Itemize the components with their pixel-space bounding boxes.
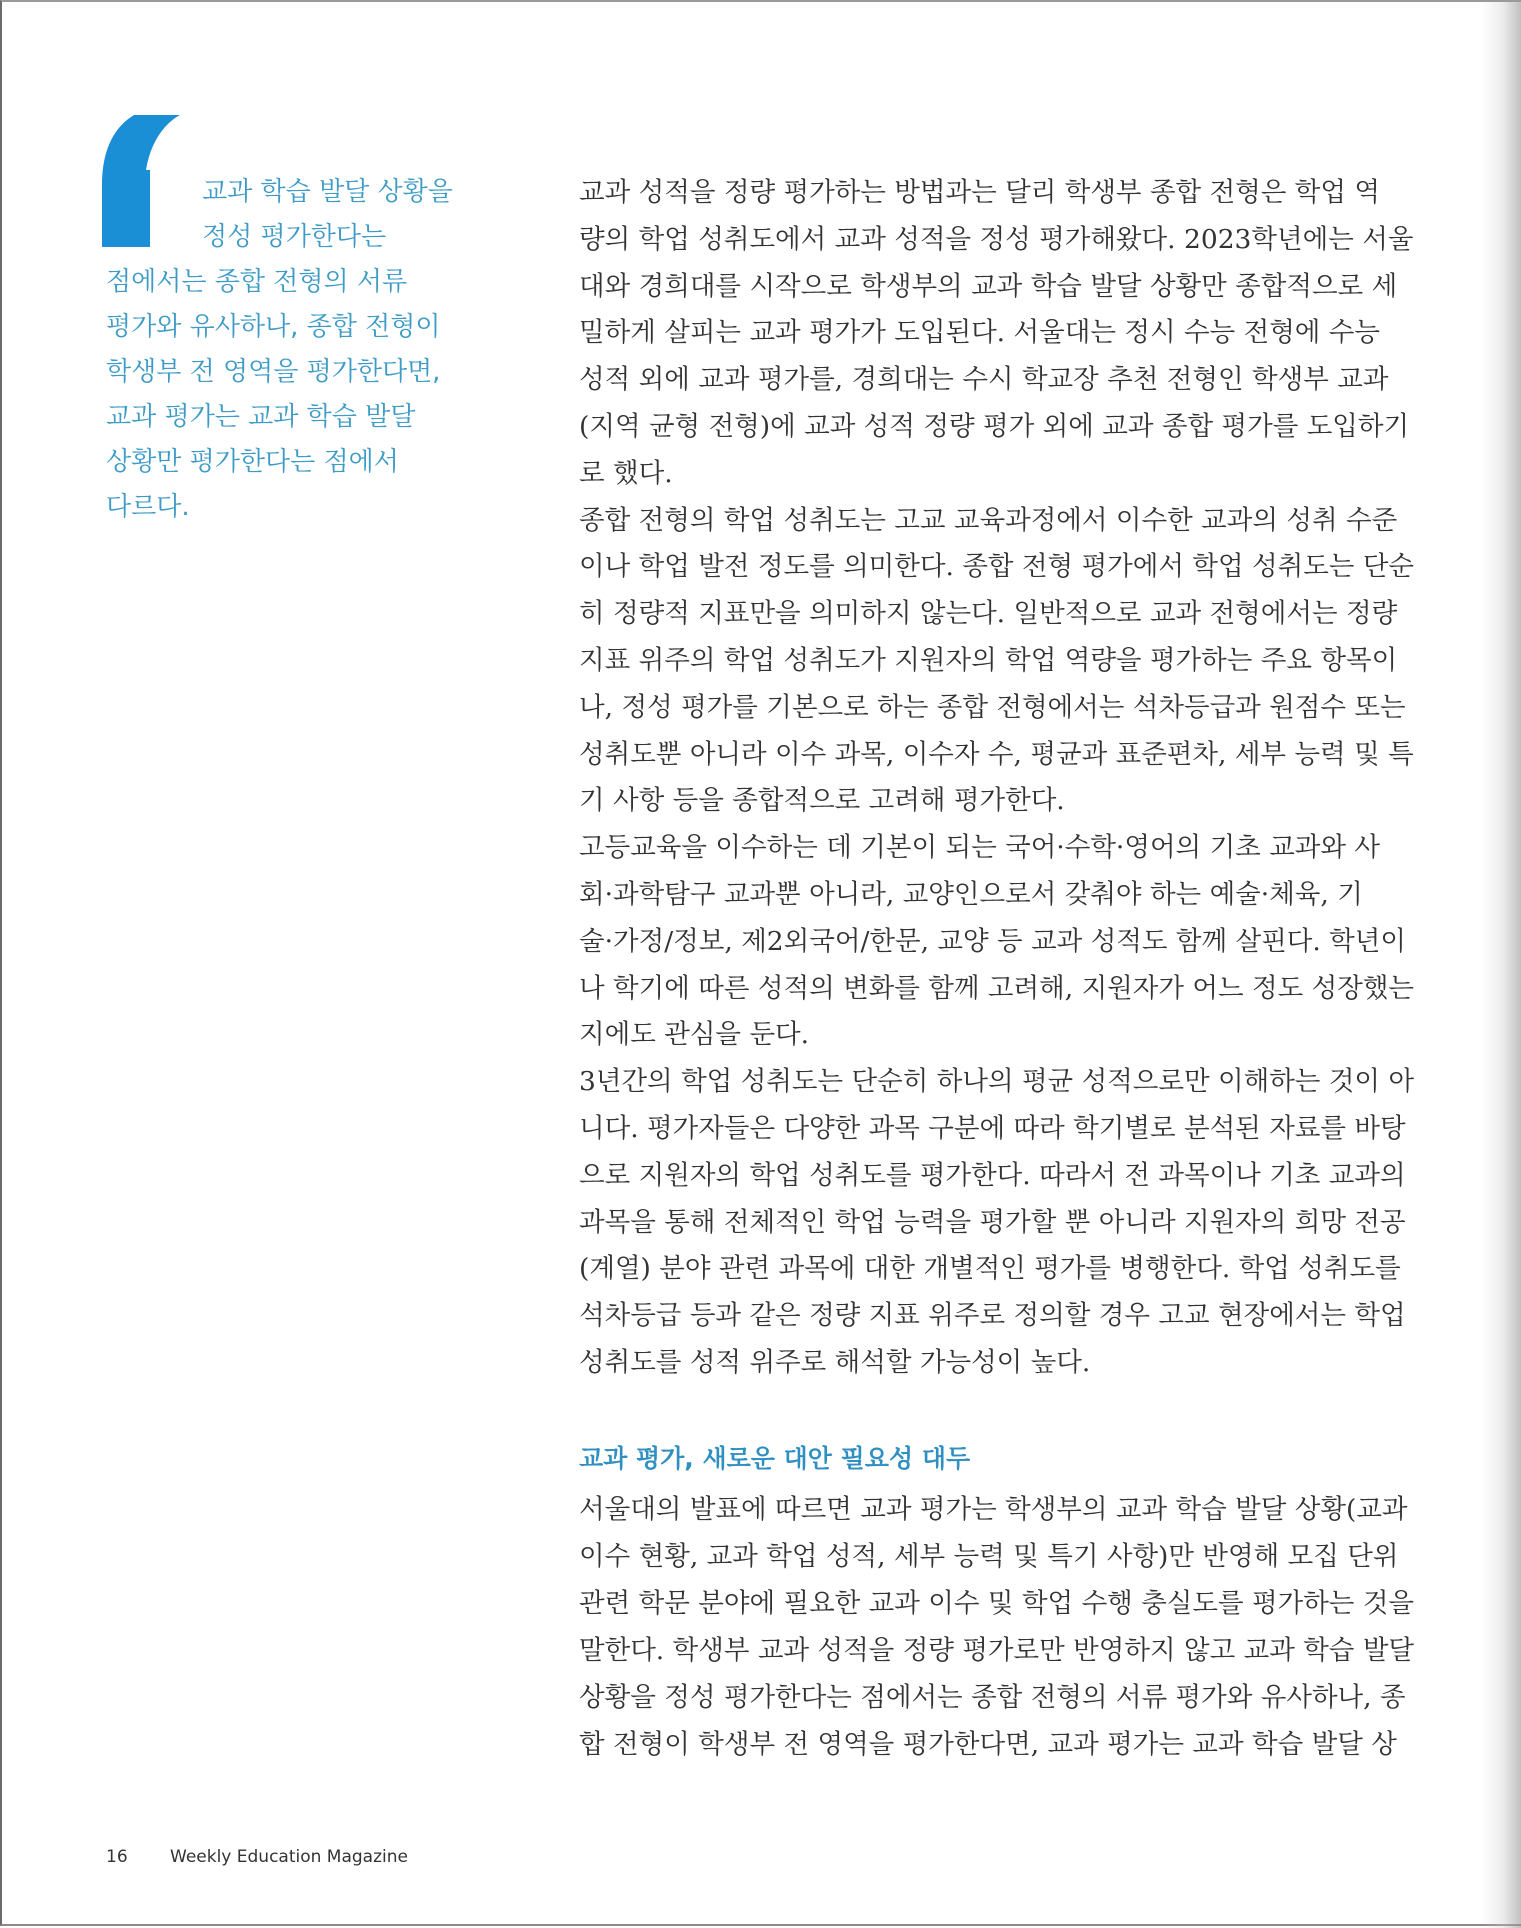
pull-quote-line: 정성 평가한다는 xyxy=(202,222,387,252)
body-line: 기 사항 등을 종합적으로 고려해 평가한다. xyxy=(579,785,1065,817)
body-line: 히 정량적 지표만을 의미하지 않는다. 일반적으로 교과 전형에서는 정량 xyxy=(579,598,1398,630)
body-line: 서울대의 발표에 따르면 교과 평가는 학생부의 교과 학습 발달 상황(교과 xyxy=(579,1494,1408,1525)
pull-quote xyxy=(106,170,476,530)
body-line: 종합 전형의 학업 성취도는 고교 교육과정에서 이수한 교과의 성취 수준 xyxy=(579,504,1398,536)
body-line: 회·과학탐구 교과뿐 아니라, 교양인으로서 갖춰야 하는 예술·체육, 기 xyxy=(579,878,1363,910)
body-line: 성취도를 성적 위주로 해석할 가능성이 높다. xyxy=(579,1346,1091,1378)
body-line: 교과 성적을 정량 평가하는 방법과는 달리 학생부 종합 전형은 학업 역 xyxy=(579,177,1381,208)
body-line: 관련 학문 분야에 필요한 교과 이수 및 학업 수행 충실도를 평가하는 것을 xyxy=(579,1588,1415,1619)
section-body-text xyxy=(579,1486,1415,1768)
body-line: 대와 경희대를 시작으로 학생부의 교과 학습 발달 상황만 종합적으로 세 xyxy=(579,270,1398,302)
body-text xyxy=(579,170,1415,1387)
pull-quote-line: 평가와 유사하나, 종합 전형이 xyxy=(106,312,441,342)
pull-quote-line: 교과 평가는 교과 학습 발달 xyxy=(106,402,416,432)
pull-quote-line: 다르다. xyxy=(106,492,190,522)
magazine-name: Weekly Education Magazine xyxy=(170,1847,408,1867)
body-line: 밀하게 살피는 교과 평가가 도입된다. 서울대는 정시 수능 전형에 수능 xyxy=(579,317,1381,349)
body-line: 성적 외에 교과 평가를, 경희대는 수시 학교장 추천 전형인 학생부 교과 xyxy=(579,364,1389,396)
pull-quote-line: 점에서는 종합 전형의 서류 xyxy=(106,267,408,297)
body-line: 나 학기에 따른 성적의 변화를 함께 고려해, 지원자가 어느 정도 성장했는 xyxy=(579,972,1415,1004)
body-line: 지에도 관심을 둔다. xyxy=(579,1019,810,1051)
page-number: 16 xyxy=(106,1847,128,1867)
body-line: 과목을 통해 전체적인 학업 능력을 평가할 뿐 아니라 지원자의 희망 전공 xyxy=(579,1206,1406,1238)
pull-quote-line: 상황만 평가한다는 점에서 xyxy=(106,447,399,477)
body-line: 이수 현황, 교과 학업 성적, 세부 능력 및 특기 사항)만 반영해 모집 단위 xyxy=(579,1541,1399,1572)
body-line: 술·가정/정보, 제2외국어/한문, 교양 등 교과 성적도 함께 살핀다. 학년이 xyxy=(579,925,1406,957)
body-line: 로 했다. xyxy=(579,457,673,489)
body-line: 나, 정성 평가를 기본으로 하는 종합 전형에서는 석차등급과 원점수 또는 xyxy=(579,691,1406,723)
pull-quote-line: 교과 학습 발달 상황을 xyxy=(202,177,453,207)
body-line: 이나 학업 발전 정도를 의미한다. 종합 전형 평가에서 학업 성취도는 단순 xyxy=(579,551,1415,583)
pull-quote-line: 학생부 전 영역을 평가한다면, xyxy=(106,357,441,387)
page-footer xyxy=(106,1847,408,1867)
body-line: (지역 균형 전형)에 교과 성적 정량 평가 외에 교과 종합 평가를 도입하기 xyxy=(579,410,1410,442)
section-heading: 교과 평가, 새로운 대안 필요성 대두 xyxy=(579,1444,971,1473)
body-line: 합 전형이 학생부 전 영역을 평가한다면, 교과 평가는 교과 학습 발달 상 xyxy=(579,1729,1397,1760)
body-line: 니다. 평가자들은 다양한 과목 구분에 따라 학기별로 분석된 자료를 바탕 xyxy=(579,1112,1406,1144)
body-line: 량의 학업 성취도에서 교과 성적을 정성 평가해왔다. 2023학년에는 서울 xyxy=(579,223,1414,255)
body-line: 3년간의 학업 성취도는 단순히 하나의 평균 성적으로만 이해하는 것이 아 xyxy=(579,1066,1415,1098)
body-line: (계열) 분야 관련 과목에 대한 개별적인 평가를 병행한다. 학업 성취도를 xyxy=(579,1253,1401,1285)
body-line: 고등교육을 이수하는 데 기본이 되는 국어·수학·영어의 기초 교과와 사 xyxy=(579,832,1381,864)
body-line: 상황을 정성 평가한다는 점에서는 종합 전형의 서류 평가와 유사하나, 종 xyxy=(579,1682,1406,1713)
body-line: 석차등급 등과 같은 정량 지표 위주로 정의할 경우 고교 현장에서는 학업 xyxy=(579,1300,1406,1332)
body-line: 성취도뿐 아니라 이수 과목, 이수자 수, 평균과 표준편차, 세부 능력 및 특 xyxy=(579,738,1414,770)
body-line: 지표 위주의 학업 성취도가 지원자의 학업 역량을 평가하는 주요 항목이 xyxy=(579,644,1398,676)
page-edge-shadow xyxy=(1481,2,1521,1928)
body-line: 말한다. 학생부 교과 성적을 정량 평가로만 반영하지 않고 교과 학습 발달 xyxy=(579,1635,1415,1666)
body-line: 으로 지원자의 학업 성취도를 평가한다. 따라서 전 과목이나 기초 교과의 xyxy=(579,1159,1406,1191)
